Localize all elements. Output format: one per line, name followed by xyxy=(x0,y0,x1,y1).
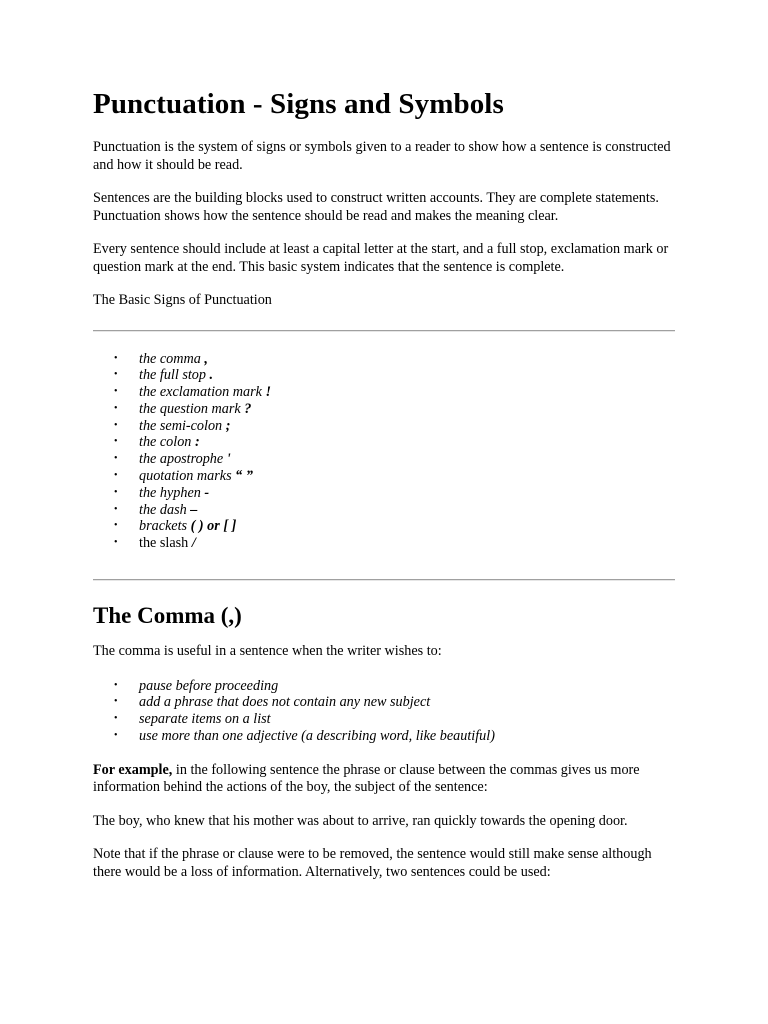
signs-caption: The Basic Signs of Punctuation xyxy=(93,292,272,308)
bullet-icon: • xyxy=(114,696,118,708)
sign-mark: ( ) or [ ] xyxy=(187,518,237,535)
list-item xyxy=(93,535,675,552)
sign-mark: ? xyxy=(240,400,252,417)
sign-label: the full stop xyxy=(139,367,206,384)
list-item xyxy=(93,434,675,451)
sign-label: the exclamation mark xyxy=(139,384,262,401)
bullet-icon: • xyxy=(114,537,118,549)
divider xyxy=(93,579,675,581)
list-item xyxy=(93,694,675,711)
intro-paragraph-3: Every sentence should include at least a capital letter at the start, and a full stop, exclamation mark or question mark at the end. This basic system indicates that the sentence is complete. xyxy=(93,241,669,275)
comma-heading: The Comma (,) xyxy=(93,603,242,629)
list-item xyxy=(93,518,675,535)
list-item-text: add a phrase that does not contain any new subject xyxy=(139,694,431,711)
list-item xyxy=(93,367,675,384)
bullet-icon: • xyxy=(114,520,118,532)
list-item xyxy=(93,728,675,745)
bullet-icon: • xyxy=(114,470,118,482)
bullet-icon: • xyxy=(114,729,118,741)
sign-label: the comma xyxy=(139,350,201,367)
intro-paragraph-2: Sentences are the building blocks used to construct written accounts. They are complete statements. Punctuation shows how the sentence should be read and makes the meaning clear. xyxy=(93,190,659,224)
list-item xyxy=(93,451,675,468)
example-text: in the following sentence the phrase or clause between the commas gives us more information behind the actions of the boy, the subject of the sentence: xyxy=(93,761,640,796)
sign-mark: – xyxy=(186,501,198,518)
comma-lead: The comma is useful in a sentence when the writer wishes to: xyxy=(93,643,442,660)
bullet-icon: • xyxy=(114,503,118,515)
bullet-icon: • xyxy=(114,436,118,448)
sign-mark: ; xyxy=(222,417,231,434)
list-item xyxy=(93,418,675,435)
comma-uses-list xyxy=(93,678,675,745)
list-item xyxy=(93,711,675,728)
list-item xyxy=(93,468,675,485)
signs-list xyxy=(93,351,675,553)
sign-label: the apostrophe xyxy=(139,451,224,468)
sign-label: the question mark xyxy=(139,400,241,417)
note-paragraph: Note that if the phrase or clause were to be removed, the sentence would still make sense although there would be a loss of information. Alternatively, two sentences could be used: xyxy=(93,846,652,880)
bullet-icon: • xyxy=(114,369,118,381)
bullet-icon: • xyxy=(114,419,118,431)
sign-mark: ! xyxy=(261,384,271,401)
example-lead: For example, xyxy=(93,761,173,778)
list-item-text: separate items on a list xyxy=(139,711,271,728)
list-item xyxy=(93,401,675,418)
sign-mark: , xyxy=(200,350,208,367)
sign-label: the slash xyxy=(139,535,189,552)
bullet-icon: • xyxy=(114,453,118,465)
sign-label: the semi-colon xyxy=(139,417,223,434)
sign-mark: : xyxy=(191,434,200,451)
list-item xyxy=(93,678,675,695)
example-sentence: The boy, who knew that his mother was about to arrive, ran quickly towards the opening door. xyxy=(93,812,628,829)
list-item xyxy=(93,502,675,519)
bullet-icon: • xyxy=(114,679,118,691)
list-item-text: use more than one adjective (a describing word, like beautiful) xyxy=(139,727,495,744)
example-paragraph xyxy=(93,762,675,797)
sign-label: quotation marks xyxy=(139,468,232,485)
intro-paragraph-1: Punctuation is the system of signs or symbols given to a reader to show how a sentence is constructed and how it should be read. xyxy=(93,139,671,173)
sign-mark: - xyxy=(200,484,210,501)
bullet-icon: • xyxy=(114,352,118,364)
list-item xyxy=(93,485,675,502)
bullet-icon: • xyxy=(114,713,118,725)
bullet-icon: • xyxy=(114,386,118,398)
list-item xyxy=(93,351,675,368)
list-item-text: pause before proceeding xyxy=(139,677,279,694)
sign-label: brackets xyxy=(139,518,188,535)
bullet-icon: • xyxy=(114,402,118,414)
sign-label: the dash xyxy=(139,501,187,518)
sign-mark: “ ” xyxy=(231,468,253,485)
sign-label: the colon xyxy=(139,434,192,451)
list-item xyxy=(93,384,675,401)
page-title: Punctuation - Signs and Symbols xyxy=(93,88,504,120)
sign-mark: . xyxy=(206,367,214,384)
sign-mark: ' xyxy=(223,451,231,468)
sign-label: the hyphen xyxy=(139,484,201,501)
sign-mark: / xyxy=(188,535,196,552)
divider xyxy=(93,330,675,332)
bullet-icon: • xyxy=(114,486,118,498)
